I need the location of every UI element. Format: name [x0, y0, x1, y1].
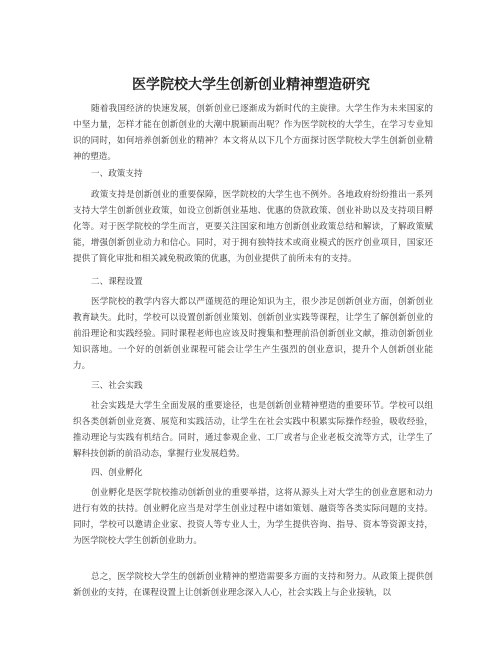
intro-paragraph: 随着我国经济的快速发展，创新创业已逐渐成为新时代的主旋律。大学生作为未来国家的中坚力量，怎样才能在创新创业的大潮中脱颖而出呢？作为医学院校的大学生，在学习专业知识的同时，如何培养创新创业的精神？本文将从以下几个方面探讨医学院校大学生创新创业精神的塑造。 — [73, 104, 433, 163]
conclusion-paragraph: 总之，医学院校大学生的创新创业精神的塑造需要多方面的支持和努力。从政策上提供创新创业的支持，在课程设置上让创新创业理念深入人心，社会实践上与企业接轨，以 — [73, 572, 433, 599]
section-body-curriculum: 医学院校的教学内容大都以严谨规范的理论知识为主，很少涉足创新创业方面，创新创业教育缺失。此时，学校可以设置创新创业策划、创新创业实践等课程，让学生了解创新创业的前沿理论和实践经验。同时课程老师也应该及时搜集和整理前沿创新创业文献，推动创新创业知识落地。一个好的创新创业课程可能会让学生产生强烈的创业意识，提升个人创新创业能力。 — [73, 297, 433, 372]
section-body-policy: 政策支持是创新创业的重要保障，医学院校的大学生也不例外。各地政府纷纷推出一系列支持大学生创新创业政策，如设立创新创业基地、优惠的贷款政策、创业补助以及支持项目孵化等。对于医学院校的学生而言，更要关注国家和地方创新创业政策总结和解读，了解政策赋能，增强创新创业动力和信心。同时，对于拥有独特技术或商业模式的医疗创业项目，国家还提供了简化审批和相关减免税政策的优惠，为创业提供了前所未有的支持。 — [73, 190, 433, 265]
section-body-practice: 社会实践是大学生全面发展的重要途径，也是创新创业精神塑造的重要环节。学校可以组织各类创新创业竞赛、展览和实践活动，让学生在社会实践中积累实际操作经验，吸收经验，推动理论与实践有机结合。同时，通过参观企业、工厂或者与企业老板交流等方式，让学生了解科技创新的前沿动态，掌握行业发展趋势。 — [73, 401, 433, 460]
section-heading-incubation: 四、创业孵化 — [91, 468, 143, 478]
document-title: 医学院校大学生创新创业精神塑造研究 — [132, 77, 370, 93]
section-body-incubation: 创业孵化是医学院校推动创新创业的重要举措，这将从源头上对大学生的创业意愿和动力进行有效的扶持。创业孵化应当是对学生创业过程中诸如策划、融资等各类实际问题的支持。同时，学校可以邀请企业家、投资人等专业人士，为学生提供咨询、指导、资本等资源支持，为医学院校大学生创新创业助力。 — [73, 488, 433, 547]
section-heading-curriculum: 二、课程设置 — [91, 277, 143, 287]
section-heading-practice: 三、社会实践 — [91, 381, 143, 391]
section-heading-policy: 一、政策支持 — [91, 169, 143, 179]
